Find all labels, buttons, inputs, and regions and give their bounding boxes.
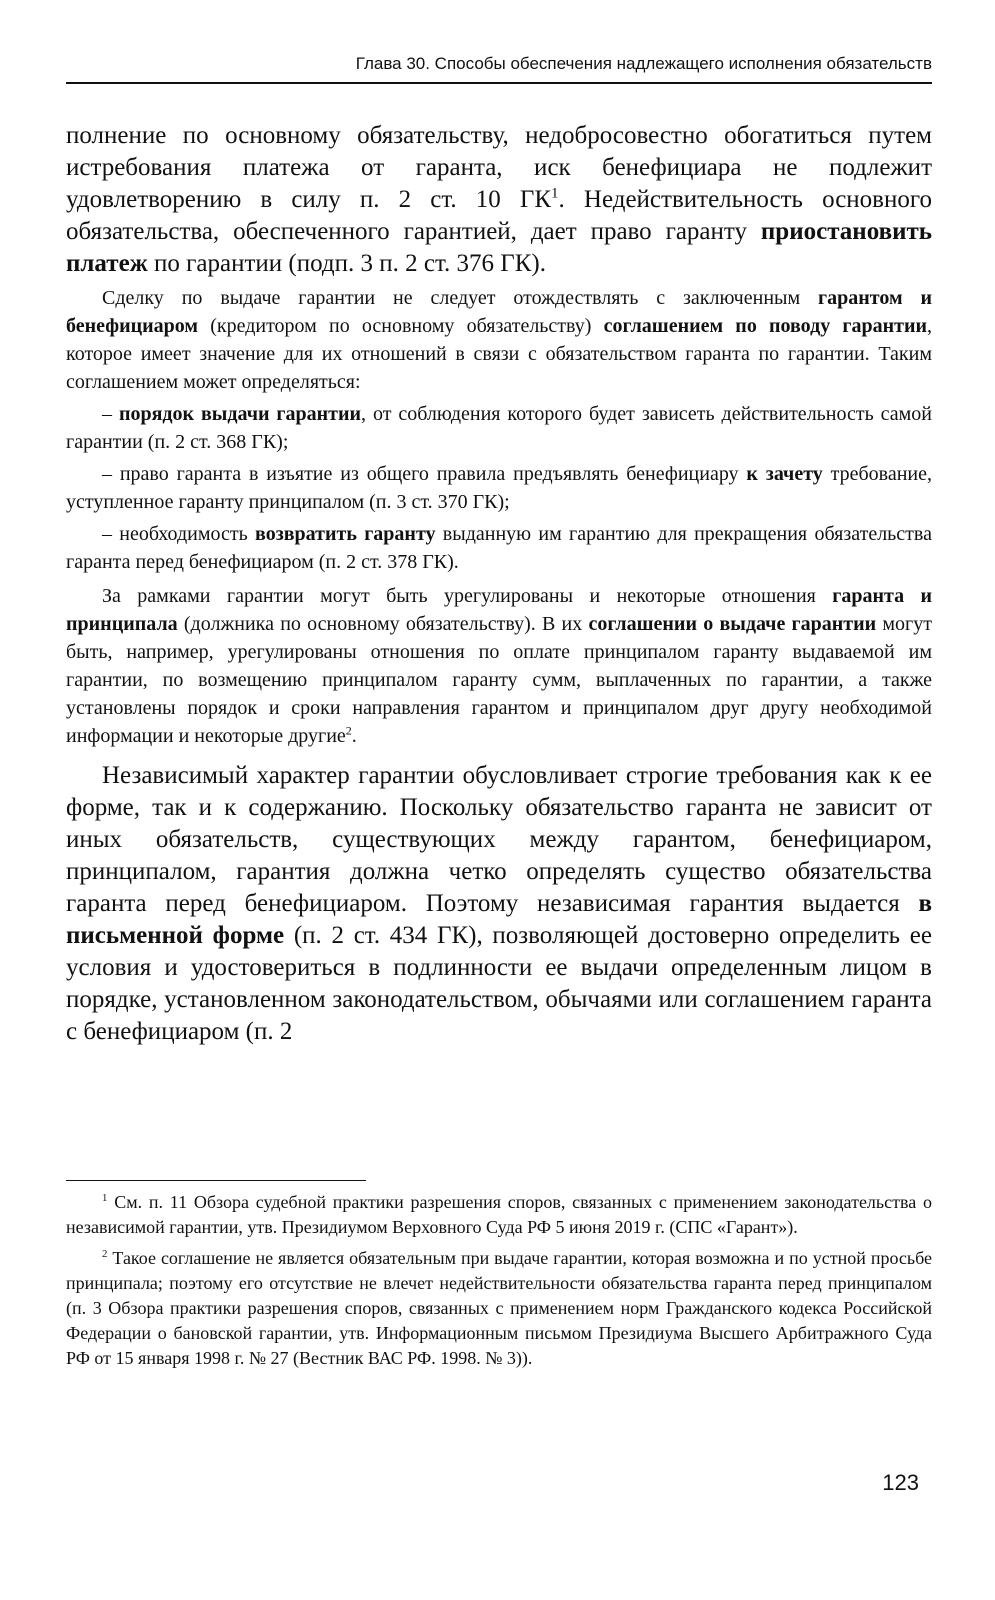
footnote-divider	[66, 1180, 366, 1181]
footnote-number: 1	[102, 1192, 108, 1204]
footnote-1: $^1$ См. п. 11 Обзора судебной практики разрешения споров, связанных с применением законодательства о независимой гарантии, утв. Президиумом Верховного Суда РФ 5 июня 2019 г. (СПС «Гарант»).	[66, 1192, 933, 1237]
paragraph-2: Сделку по выдаче гарантии не следует отождествлять с заключенным гарантом и бенефициаром (кредитором по основному обязательству) соглашением по поводу гарантии, которое имеет значение для их отношений в связи с обязательством гаранта по гарантии. Таким соглашением может определяться:	[66, 287, 932, 393]
main-text	[66, 120, 932, 1048]
footnote-2: $^2$ Такое соглашение не является обязательным при выдаче гарантии, которая возможна и по устной просьбе принципала; поэтому его отсутствие не влечет недействительности обязательства гаранта перед принципалом (п. 3 Обзора практики разрешения споров, связанных с применением норм Гражданского кодекса Российской Федерации о бановской гарантии, утв. Информационным письмом Президиума Высшего Арбитражного Суда РФ от 15 января 1998 г. № 27 (Вестник ВАС РФ. 1998. № 3)).	[66, 1248, 933, 1368]
paragraph-4: Независимый характер гарантии обусловливает строгие требования как к ее форме, так и к содержанию. Поскольку обязательство гаранта не зависит от иных обязательств, существующих между гарантом, бенефициаром, принципалом, гарантия должна четко определять существо обязательства гаранта перед бенефициаром. Поэтому независимая гарантия выдается в письменной форме (п. 2 ст. 434 ГК), позволяющей достоверно определить ее условия и удостовериться в подлинности ее выдачи определенным лицом в порядке, установленном законодательством, обычаями или соглашением гаранта с бенефициаром (п. 2	[66, 762, 932, 1045]
page-number: 123	[882, 1470, 919, 1495]
list-item-3: – необходимость возвратить гаранту выданную им гарантию для прекращения обязательства гаранта перед бенефициаром (п. 2 ст. 378 ГК).	[66, 523, 932, 573]
paragraph-1: полнение по основному обязательству, недобросовестно обогатиться путем истребования платежа от гаранта, иск бенефициара не подлежит удовлетворению в силу п. 2 ст. 10 $ГК^1$. Недействительность основного обязательства, обеспеченного гарантией, дает право гаранту приостановить платеж по гарантии (подп. 3 п. 2 ст. 376 ГК).	[66, 122, 932, 277]
footnotes	[66, 1190, 932, 1371]
running-header: Глава 30. Способы обеспечения надлежащего исполнения обязательств	[66, 54, 932, 84]
footnote-ref-2[interactable]: 2	[345, 723, 352, 738]
paragraph-3: За рамками гарантии могут быть урегулированы и некоторые отношения гаранта и принципала (должника по основному обязательству). В их соглашении о выдаче гарантии могут быть, например, урегулированы отношения по оплате принципалом гаранту выдаваемой им гарантии, по возмещению принципалом гаранту сумм, выплаченных по гарантии, а также установлены порядок и сроки направления гарантом и принципалом друг другу необходимой информации и некоторые другие$^2$.	[66, 585, 932, 747]
footnote-number: 2	[102, 1248, 108, 1260]
list-item-2: – право гаранта в изъятие из общего правила предъявлять бенефициару к зачету требование, уступленное гаранту принципалом (п. 3 ст. 370 ГК);	[66, 463, 932, 513]
list-item-1: – порядок выдачи гарантии, от соблюдения которого будет зависеть действительность самой гарантии (п. 2 ст. 368 ГК);	[66, 403, 933, 453]
footnote-ref-1[interactable]: 1	[551, 185, 559, 202]
